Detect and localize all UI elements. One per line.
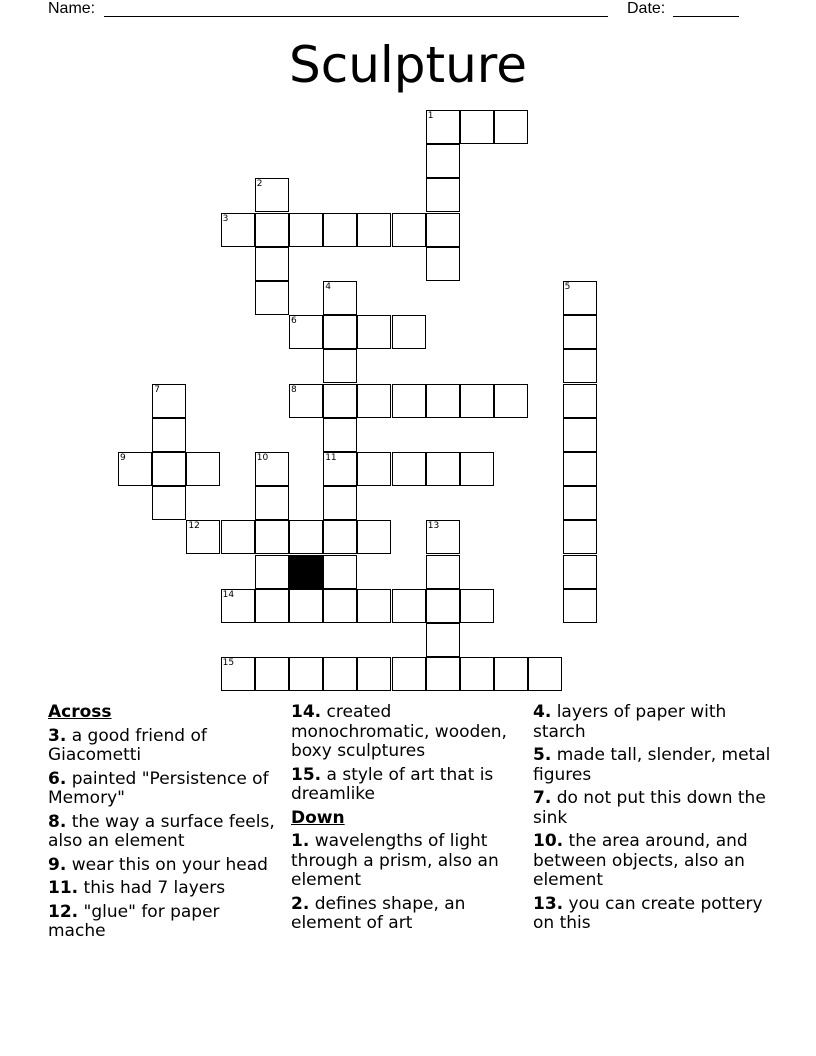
crossword-cell[interactable] (494, 384, 528, 418)
crossword-cell[interactable] (255, 520, 289, 554)
across-clue: 8. the way a surface feels, also an element (48, 811, 275, 851)
crossword-cell[interactable] (426, 178, 460, 212)
crossword-cell[interactable] (563, 418, 597, 452)
crossword-cell[interactable] (221, 657, 255, 691)
crossword-cell[interactable] (426, 623, 460, 657)
down-clue: 13. you can create pottery on this (533, 893, 763, 933)
crossword-cell[interactable] (563, 589, 597, 623)
clue-number: 2 (256, 179, 263, 190)
crossword-cell[interactable] (357, 589, 391, 623)
crossword-cell[interactable] (357, 384, 391, 418)
across-clue: 12. "glue" for paper mache (48, 901, 220, 941)
crossword-cell[interactable] (323, 589, 357, 623)
crossword-cell[interactable] (392, 657, 426, 691)
crossword-cell[interactable] (426, 144, 460, 178)
crossword-cell[interactable] (426, 110, 460, 144)
crossword-cell[interactable] (323, 657, 357, 691)
crossword-cell[interactable] (152, 418, 186, 452)
crossword-cell[interactable] (357, 657, 391, 691)
crossword-cell[interactable] (426, 657, 460, 691)
clue-number: 15 (222, 658, 235, 669)
crossword-cell[interactable] (323, 315, 357, 349)
crossword-cell[interactable] (289, 213, 323, 247)
crossword-cell[interactable] (289, 657, 323, 691)
crossword-cell[interactable] (426, 213, 460, 247)
crossword-cell[interactable] (460, 657, 494, 691)
crossword-cell[interactable] (255, 555, 289, 589)
crossword-cell[interactable] (255, 486, 289, 520)
crossword-cell[interactable] (357, 315, 391, 349)
across-clue: 11. this had 7 layers (48, 878, 226, 898)
crossword-cell[interactable] (563, 281, 597, 315)
down-clue: 4. layers of paper with starch (533, 702, 727, 742)
clue-number: 11 (325, 453, 337, 463)
clue-number: 6 (291, 316, 297, 327)
crossword-cell[interactable] (426, 555, 460, 589)
blocked-cell (289, 555, 323, 589)
crossword-cell[interactable] (460, 384, 494, 418)
clue-number: 3 (222, 213, 229, 224)
crossword-cell[interactable] (426, 520, 460, 554)
crossword-cell[interactable] (494, 657, 528, 691)
crossword-cell[interactable] (563, 486, 597, 520)
crossword-cell[interactable] (392, 384, 426, 418)
down-clue: 2. defines shape, an element of art (291, 893, 466, 933)
crossword-cell[interactable] (255, 589, 289, 623)
across-clue: 14. created monochromatic, wooden, boxy sculptures (291, 702, 507, 761)
crossword-cell[interactable] (563, 315, 597, 349)
crossword-cell[interactable] (323, 418, 357, 452)
clue-number: 4 (325, 282, 331, 292)
crossword-cell[interactable] (255, 178, 289, 212)
crossword-cell[interactable] (152, 486, 186, 520)
crossword-cell[interactable] (357, 452, 391, 486)
crossword-cell[interactable] (255, 213, 289, 247)
date-label: Date: (627, 0, 666, 17)
crossword-cell[interactable] (392, 213, 426, 247)
across-clue: 3. a good friend of Giacometti (48, 725, 207, 765)
crossword-cell[interactable] (460, 452, 494, 486)
crossword-cell[interactable] (323, 384, 357, 418)
clue-number: 7 (154, 384, 160, 395)
crossword-cell[interactable] (392, 589, 426, 623)
clue-number: 9 (120, 453, 126, 463)
clue-number: 13 (427, 521, 440, 532)
crossword-cell[interactable] (563, 555, 597, 589)
clue-number: 8 (291, 384, 297, 395)
crossword-cell[interactable] (494, 110, 528, 144)
crossword-cell[interactable] (255, 247, 289, 281)
across-clue: 9. wear this on your head (48, 854, 268, 875)
down-clue: 5. made tall, slender, metal figures (533, 745, 771, 785)
crossword-cell[interactable] (426, 247, 460, 281)
crossword-cell[interactable] (323, 213, 357, 247)
across-heading: Across (48, 702, 112, 722)
clue-number: 12 (188, 521, 200, 532)
crossword-cell[interactable] (392, 315, 426, 349)
crossword-cell[interactable] (528, 657, 562, 691)
clue-number: 5 (564, 282, 571, 292)
across-clue: 15. a style of art that is dreamlike (291, 764, 494, 804)
crossword-cell[interactable] (563, 384, 597, 418)
crossword-cell[interactable] (426, 589, 460, 623)
down-clue: 1. wavelengths of light through a prism, also an element (291, 831, 499, 890)
down-clue: 10. the area around, and between objects, also an element (533, 831, 748, 890)
clue-number: 14 (222, 589, 235, 600)
name-label: Name: (48, 0, 96, 17)
clue-column-3 (533, 703, 773, 938)
crossword-cell[interactable] (426, 384, 460, 418)
crossword-cell[interactable] (221, 520, 255, 554)
crossword-cell[interactable] (255, 657, 289, 691)
crossword-cell[interactable] (289, 589, 323, 623)
crossword-cell[interactable] (152, 452, 186, 486)
crossword-cell[interactable] (118, 452, 152, 486)
crossword-cell[interactable] (460, 110, 494, 144)
crossword-cell[interactable] (221, 589, 255, 623)
crossword-cell[interactable] (323, 520, 357, 554)
crossword-cell[interactable] (186, 452, 220, 486)
clue-column-2 (291, 703, 523, 938)
crossword-cell[interactable] (323, 555, 357, 589)
down-heading: Down (291, 807, 345, 828)
clue-column-1 (48, 703, 280, 946)
crossword-cell[interactable] (323, 486, 357, 520)
crossword-cell[interactable] (289, 520, 323, 554)
crossword-cell[interactable] (357, 520, 391, 554)
crossword-cell[interactable] (357, 213, 391, 247)
crossword-cell[interactable] (152, 384, 186, 418)
crossword-cell[interactable] (221, 213, 255, 247)
crossword-cell[interactable] (255, 452, 289, 486)
page-title: Sculpture (288, 36, 528, 94)
crossword-cell[interactable] (289, 315, 323, 349)
crossword-cell[interactable] (323, 349, 357, 383)
crossword-cell[interactable] (323, 452, 357, 486)
crossword-cell[interactable] (426, 452, 460, 486)
crossword-cell[interactable] (186, 520, 220, 554)
crossword-cell[interactable] (255, 281, 289, 315)
down-clue: 7. do not put this down the sink (533, 788, 766, 828)
crossword-cell[interactable] (563, 520, 597, 554)
clue-number: 1 (427, 111, 434, 121)
crossword-cell[interactable] (460, 589, 494, 623)
clue-number: 10 (256, 453, 269, 463)
across-clue: 6. painted "Persistence of Memory" (48, 768, 269, 808)
crossword-cell[interactable] (289, 384, 323, 418)
crossword-cell[interactable] (563, 349, 597, 383)
crossword-cell[interactable] (323, 281, 357, 315)
crossword-cell[interactable] (563, 452, 597, 486)
crossword-cell[interactable] (392, 452, 426, 486)
